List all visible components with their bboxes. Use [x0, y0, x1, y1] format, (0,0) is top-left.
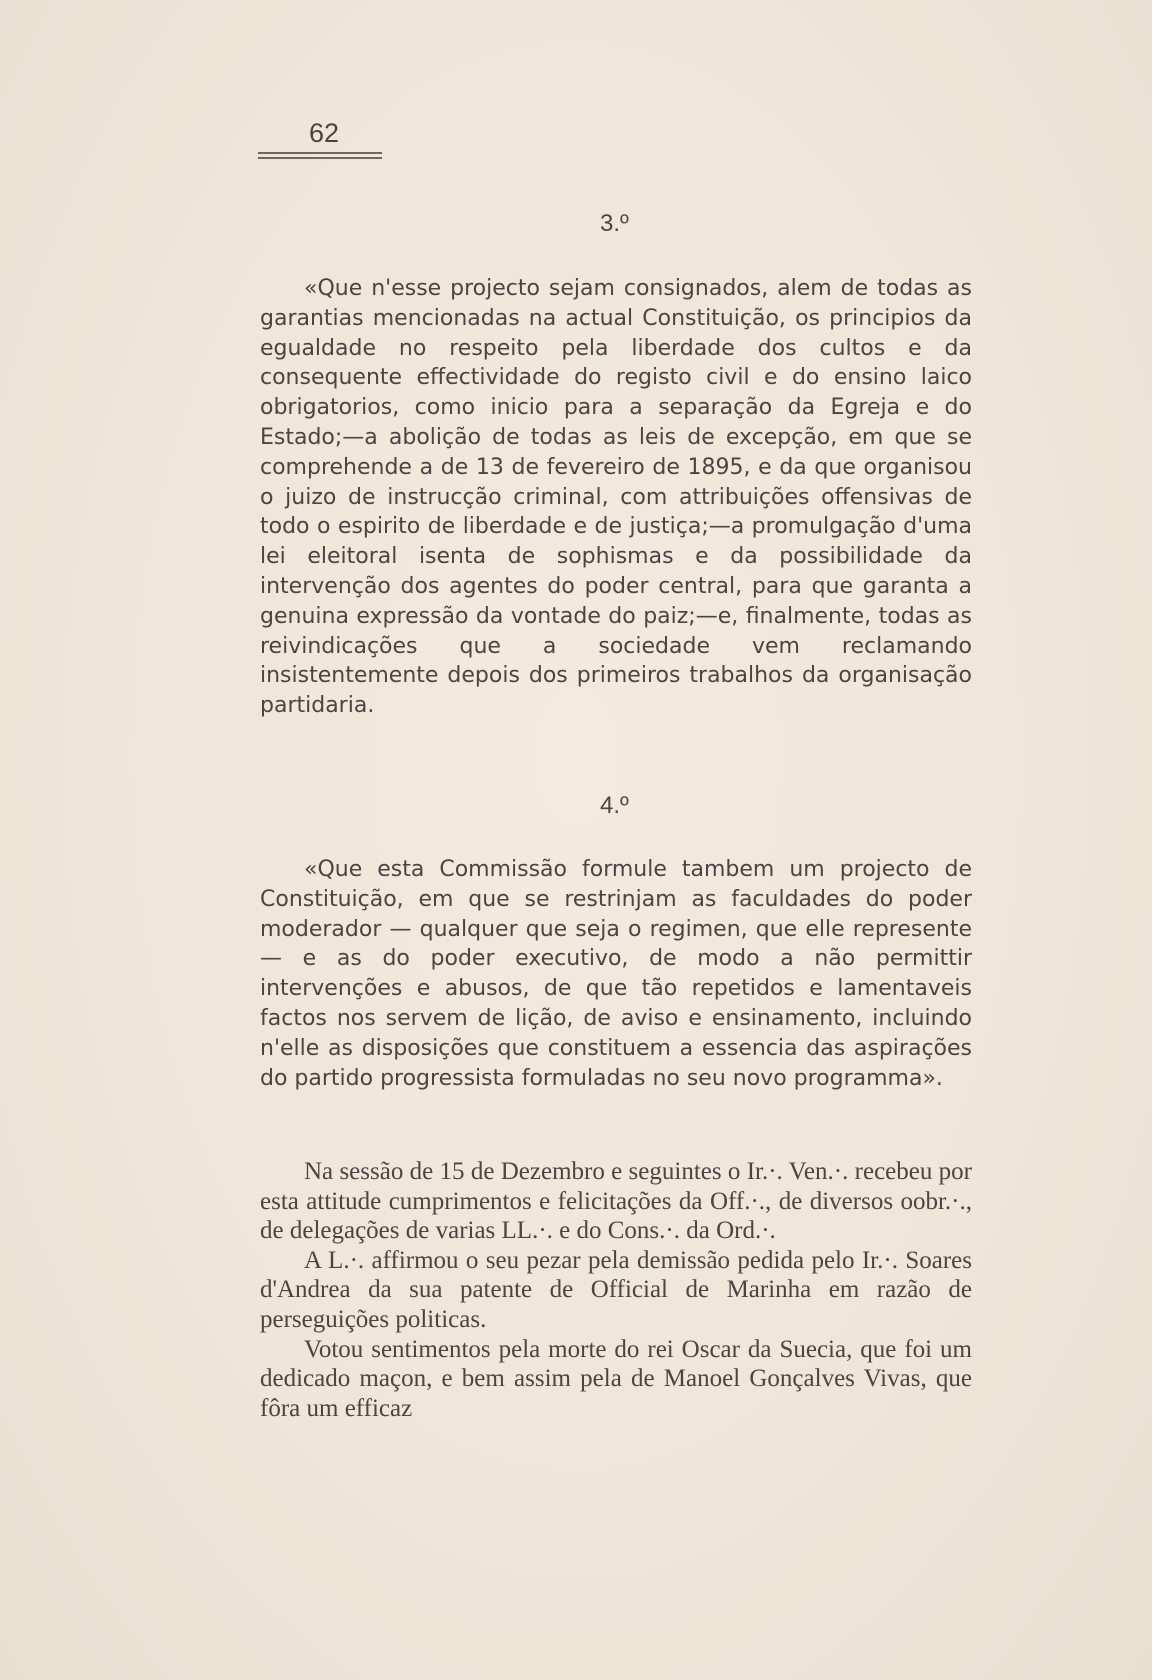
- page-number: 62: [308, 118, 340, 148]
- section-3-paragraph: «Que n'esse projecto sejam consignados, alem de todas as garantias mencionadas na actual Constituição, os principios da egualdade no respeito pela liberdade dos cultos e da consequente effectividade do registo civil e do ensino laico obrigatorios, como inicio para a separação da Egreja e do Estado;—a abolição de todas as leis de excepção, em que se comprehende a de 13 de fevereiro de 1895, e da que organisou o juizo de instrucção criminal, com attribuições offensivas de todo o espirito de liberdade e de justiça;—a promulgação d'uma lei eleitoral isenta de sophismas e da possibilidade da intervenção dos agentes do poder central, para que garanta a genuina expressão da vontade do paiz;—e, finalmente, todas as reivindicações que a sociedade vem reclamando insistentemente depois dos primeiros trabalhos da organisação partidaria.: [260, 276, 972, 719]
- header-rule-double: [258, 157, 382, 159]
- narrative-paragraph: A L.·. affirmou o seu pezar pela demissão pedida pelo Ir.·. Soares d'Andrea da sua patente de Official de Marinha em razão de perseguições politicas.: [260, 1246, 972, 1333]
- section-4-body: [260, 855, 972, 1093]
- section-4-paragraph: «Que esta Commissão formule tambem um projecto de Constituição, em que se restrinjam as faculdades do poder moderador — qualquer que seja o regimen, que elle represente — e as do poder executivo, de modo a não permittir intervenções e abusos, de que tão repetidos e lamentaveis factos nos servem de lição, de aviso e ensinamento, incluindo n'elle as disposições que constituem a essencia das aspirações do partido progressista formuladas no seu novo programma».: [260, 857, 972, 1091]
- section-3-body: [260, 274, 972, 721]
- page-header: [258, 118, 382, 159]
- narrative-paragraph: Votou sentimentos pela morte do rei Oscar da Suecia, que foi um dedicado maçon, e bem assim pela de Manoel Gonçalves Vivas, que fôra um efficaz: [260, 1335, 972, 1422]
- header-rule: [258, 152, 382, 154]
- section-heading-3: 3.º: [600, 210, 629, 237]
- narrative-paragraph: Na sessão de 15 de Dezembro e seguintes o Ir.·. Ven.·. recebeu por esta attitude cumprimentos e felicitações da Off.·., de diversos oobr.·., de delegações de varias LL.·. e do Cons.·. da Ord.·.: [260, 1158, 972, 1245]
- section-heading-4: 4.º: [600, 792, 629, 819]
- narrative-body: [260, 1157, 972, 1423]
